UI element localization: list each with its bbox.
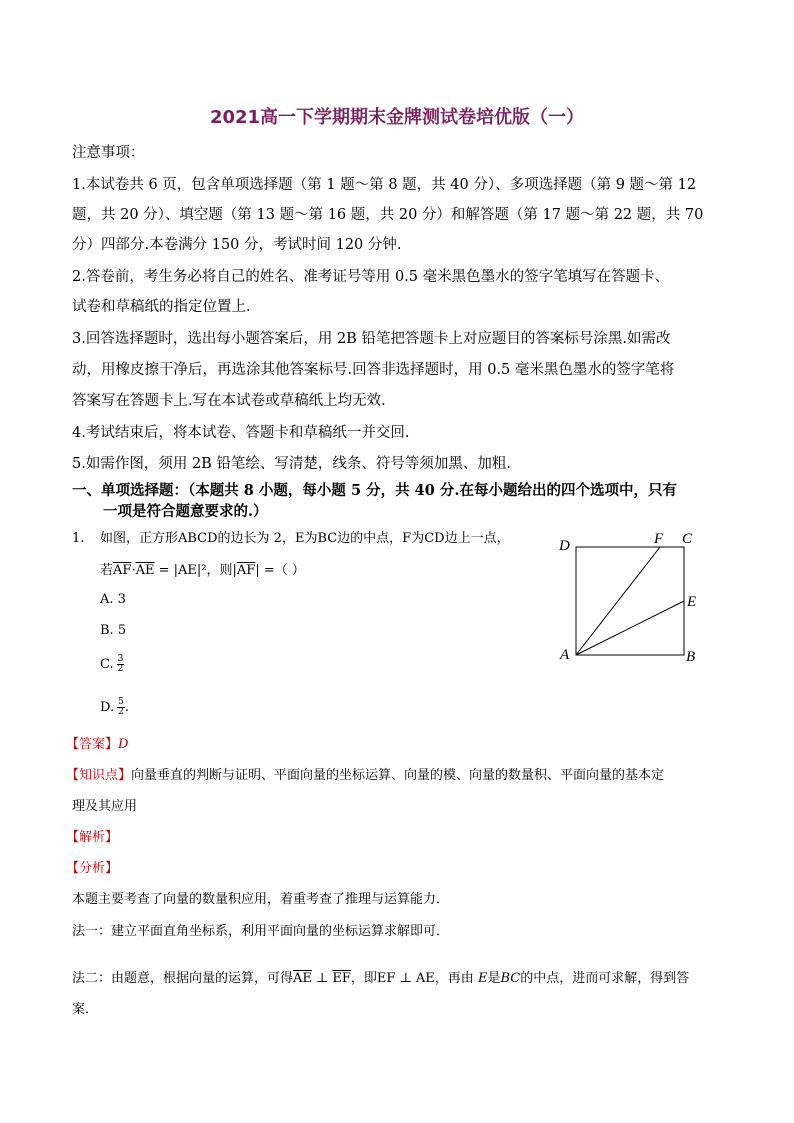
- answer-tag: 【答案】: [66, 737, 119, 752]
- knowledge-points-cont: 理及其应用: [72, 799, 138, 814]
- notice-line: 答案写在答题卡上.写在本试卷或草稿纸上均无效.: [72, 393, 386, 409]
- label-b: B: [686, 649, 696, 665]
- notice-line: 分）四部分.本卷满分 150 分，考试时间 120 分钟.: [72, 237, 402, 253]
- method-two: 法二：由题意，根据向量的运算，可得$\overline{AE}$ ⊥ $\overline{EF}$，即EF ⊥ AE，再由 E是BC的中点，进而可求解，得到答: [72, 971, 690, 986]
- label-f: F: [654, 531, 664, 547]
- vector-ae: $\overline{AE}$: [135, 563, 155, 578]
- vector-af-modulus: $\overline{AF}$: [236, 563, 256, 578]
- notice-line: 动，用橡皮擦干净后，再选涂其他答案标号.回答非选择题时，用 0.5 毫米黑色墨水的签字笔将: [72, 362, 675, 378]
- notice-line: 4.考试结束后，将本试卷、答题卡和草稿纸一并交回.: [72, 425, 410, 441]
- method-two-cont: 案．: [72, 1002, 99, 1017]
- square-abcd: [576, 547, 684, 655]
- knowledge-points: 【知识点】向量垂直的判断与证明、平面向量的坐标运算、向量的模、向量的数量积、平面向量的基本定: [66, 768, 665, 783]
- segment-ae: [576, 601, 684, 655]
- notice-heading: 注意事项：: [72, 145, 145, 161]
- notice-line: 试卷和草稿纸的指定位置上.: [72, 299, 251, 315]
- option-a[interactable]: A. 3: [100, 592, 126, 607]
- square-figure: [550, 524, 710, 669]
- knowledge-tag: 【知识点】: [66, 768, 132, 783]
- question-condition: 若$\overline{AF}\cdot\overline{AE} = |AE|^2$，则$|\overline{AF}|$ =（ ）: [100, 563, 305, 578]
- jiexi-tag: 【解析】: [66, 830, 119, 845]
- label-e: E: [687, 594, 697, 610]
- notice-line: 2.答卷前，考生务必将自己的姓名、准考证号等用 0.5 毫米黑色墨水的签字笔填写在答题卡、: [72, 269, 670, 285]
- fenxi-tag: 【分析】: [66, 861, 119, 876]
- vector-ef-m2: $\overline{EF}$: [332, 971, 351, 986]
- option-b[interactable]: B. 5: [100, 623, 127, 638]
- option-c[interactable]: C. $\frac{3}{2}$: [100, 654, 124, 674]
- label-c: C: [682, 531, 693, 547]
- label-d: D: [559, 538, 570, 554]
- fraction-5-2: $\frac{5}{2}$: [118, 697, 124, 717]
- vector-af: $\overline{AF}$: [113, 563, 132, 578]
- section-heading-cont: 一项是符合题意要求的.）: [103, 503, 268, 520]
- notice-line: 题，共 20 分）、填空题（第 13 题～第 16 题，共 20 分）和解答题（第 17 题～第 22 题，共 70: [72, 207, 704, 223]
- notice-line: 1.本试卷共 6 页，包含单项选择题（第 1 题～第 8 题，共 40 分）、多项选择题（第 9 题～第 12: [72, 177, 697, 193]
- segment-af: [576, 547, 660, 655]
- notice-line: 5.如需作图，须用 2B 铅笔绘、写清楚，线条、符号等须加黑、加粗.: [72, 456, 512, 472]
- vector-ae-modulus: AE: [178, 563, 197, 578]
- vector-ae-m2: $\overline{AE}$: [293, 971, 312, 986]
- answer-value: D: [118, 737, 129, 752]
- answer-row: [66, 735, 128, 755]
- question-number: 1.: [72, 531, 85, 546]
- page-title: 2021高一下学期期末金牌测试卷培优版（一）: [209, 107, 585, 128]
- section-heading: 一、单项选择题：（本题共 8 小题，每小题 5 分，共 40 分.在每小题给出的四个选项中，只有: [72, 482, 677, 499]
- option-d[interactable]: D. $\frac{5}{2}$ .: [100, 697, 129, 717]
- question-stem: 如图，正方形ABCD的边长为 2，E为BC边的中点，F为CD边上一点，: [100, 531, 510, 546]
- method-one: 法一：建立平面直角坐标系，利用平面向量的坐标运算求解即可．: [72, 924, 450, 939]
- label-a: A: [560, 647, 570, 663]
- notice-line: 3.回答选择题时，选出每小题答案后，用 2B 铅笔把答题卡上对应题目的答案标号涂黑.如需改: [72, 331, 671, 347]
- analysis-line: 本题主要考查了向量的数量积应用，着重考查了推理与运算能力．: [72, 892, 450, 907]
- fraction-3-2: $\frac{3}{2}$: [117, 654, 124, 674]
